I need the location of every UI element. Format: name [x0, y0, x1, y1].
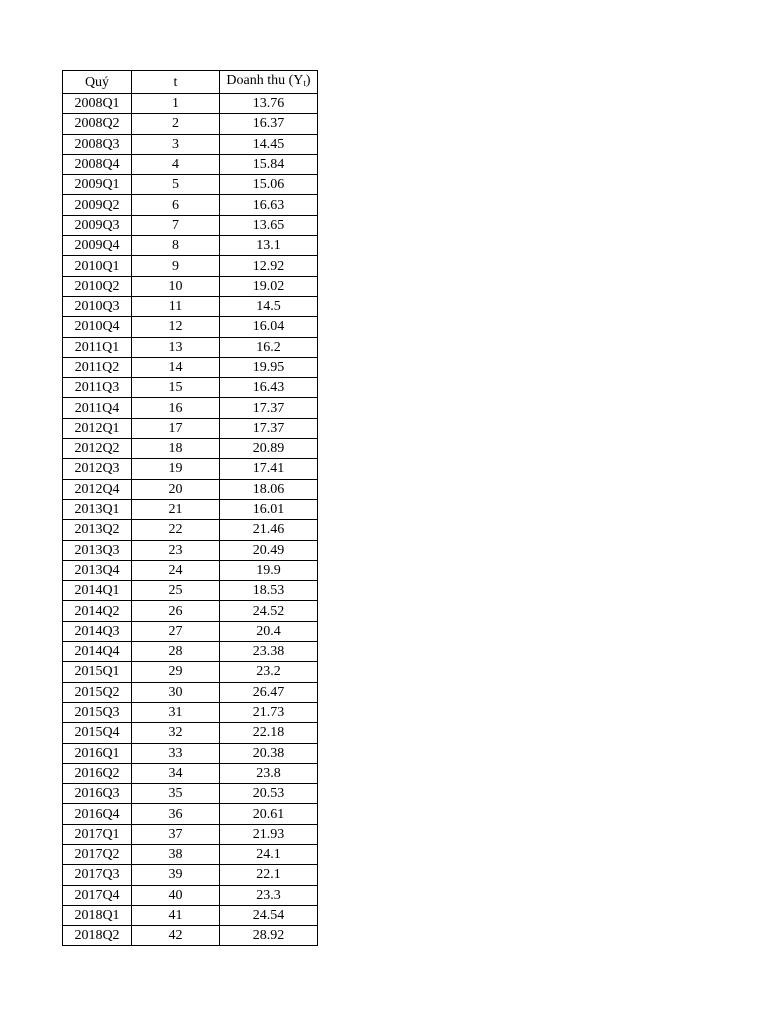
table-row [63, 601, 318, 621]
table-row [63, 642, 318, 662]
table-row [63, 398, 318, 418]
table-row [63, 520, 318, 540]
cell-revenue: 20.61 [220, 804, 318, 824]
cell-t: 12 [132, 317, 220, 337]
table-row [63, 459, 318, 479]
table-row [63, 195, 318, 215]
cell-t: 27 [132, 621, 220, 641]
cell-revenue: 17.37 [220, 418, 318, 438]
cell-revenue: 19.9 [220, 560, 318, 580]
cell-quarter: 2013Q2 [63, 520, 132, 540]
cell-quarter: 2015Q4 [63, 723, 132, 743]
table-row [63, 926, 318, 946]
table-row [63, 824, 318, 844]
cell-quarter: 2010Q3 [63, 296, 132, 316]
table-row [63, 540, 318, 560]
cell-quarter: 2008Q3 [63, 134, 132, 154]
cell-quarter: 2017Q4 [63, 885, 132, 905]
cell-quarter: 2013Q3 [63, 540, 132, 560]
cell-t: 23 [132, 540, 220, 560]
cell-t: 16 [132, 398, 220, 418]
cell-t: 9 [132, 256, 220, 276]
cell-revenue: 15.84 [220, 154, 318, 174]
cell-quarter: 2014Q3 [63, 621, 132, 641]
table-row [63, 337, 318, 357]
cell-revenue: 28.92 [220, 926, 318, 946]
header-revenue-subscript: t [303, 78, 306, 88]
cell-quarter: 2012Q1 [63, 418, 132, 438]
cell-t: 14 [132, 357, 220, 377]
cell-revenue: 23.38 [220, 642, 318, 662]
cell-revenue: 16.01 [220, 499, 318, 519]
cell-quarter: 2011Q2 [63, 357, 132, 377]
cell-quarter: 2011Q3 [63, 378, 132, 398]
cell-t: 28 [132, 642, 220, 662]
cell-revenue: 21.46 [220, 520, 318, 540]
table-row [63, 175, 318, 195]
cell-quarter: 2016Q3 [63, 784, 132, 804]
table-row [63, 560, 318, 580]
cell-quarter: 2015Q1 [63, 662, 132, 682]
cell-t: 29 [132, 662, 220, 682]
cell-t: 38 [132, 844, 220, 864]
table-row [63, 905, 318, 925]
cell-t: 19 [132, 459, 220, 479]
cell-quarter: 2009Q4 [63, 236, 132, 256]
table-row [63, 702, 318, 722]
cell-quarter: 2008Q2 [63, 114, 132, 134]
table-row [63, 682, 318, 702]
header-t: t [132, 71, 220, 94]
cell-revenue: 24.52 [220, 601, 318, 621]
cell-revenue: 22.1 [220, 865, 318, 885]
cell-t: 25 [132, 581, 220, 601]
table-row [63, 94, 318, 114]
cell-revenue: 21.73 [220, 702, 318, 722]
table-row [63, 418, 318, 438]
table-row [63, 743, 318, 763]
cell-revenue: 17.37 [220, 398, 318, 418]
cell-t: 33 [132, 743, 220, 763]
cell-t: 30 [132, 682, 220, 702]
cell-revenue: 21.93 [220, 824, 318, 844]
cell-t: 39 [132, 865, 220, 885]
cell-t: 40 [132, 885, 220, 905]
header-revenue-label: Doanh thu (Y [226, 73, 304, 88]
table-row [63, 763, 318, 783]
table-row [63, 499, 318, 519]
cell-t: 26 [132, 601, 220, 621]
table-row [63, 844, 318, 864]
cell-quarter: 2018Q2 [63, 926, 132, 946]
cell-revenue: 19.02 [220, 276, 318, 296]
cell-revenue: 23.8 [220, 763, 318, 783]
cell-revenue: 16.63 [220, 195, 318, 215]
cell-quarter: 2008Q4 [63, 154, 132, 174]
cell-quarter: 2014Q2 [63, 601, 132, 621]
table-row [63, 804, 318, 824]
cell-revenue: 23.2 [220, 662, 318, 682]
cell-quarter: 2009Q1 [63, 175, 132, 195]
table-body [63, 94, 318, 946]
cell-t: 22 [132, 520, 220, 540]
table-row [63, 134, 318, 154]
cell-revenue: 13.76 [220, 94, 318, 114]
cell-t: 15 [132, 378, 220, 398]
cell-t: 17 [132, 418, 220, 438]
cell-revenue: 13.65 [220, 215, 318, 235]
table-row [63, 621, 318, 641]
cell-t: 8 [132, 236, 220, 256]
cell-t: 42 [132, 926, 220, 946]
cell-t: 3 [132, 134, 220, 154]
table-row [63, 256, 318, 276]
cell-quarter: 2017Q3 [63, 865, 132, 885]
cell-t: 4 [132, 154, 220, 174]
cell-quarter: 2017Q2 [63, 844, 132, 864]
cell-t: 1 [132, 94, 220, 114]
cell-revenue: 26.47 [220, 682, 318, 702]
cell-quarter: 2012Q3 [63, 459, 132, 479]
cell-revenue: 17.41 [220, 459, 318, 479]
table-row [63, 662, 318, 682]
cell-t: 31 [132, 702, 220, 722]
cell-t: 5 [132, 175, 220, 195]
cell-revenue: 16.37 [220, 114, 318, 134]
cell-t: 34 [132, 763, 220, 783]
revenue-table [62, 70, 318, 946]
cell-t: 32 [132, 723, 220, 743]
header-revenue [220, 71, 318, 94]
cell-revenue: 15.06 [220, 175, 318, 195]
table-row [63, 885, 318, 905]
table-row [63, 378, 318, 398]
cell-t: 2 [132, 114, 220, 134]
cell-quarter: 2011Q4 [63, 398, 132, 418]
cell-t: 35 [132, 784, 220, 804]
cell-t: 13 [132, 337, 220, 357]
cell-quarter: 2015Q2 [63, 682, 132, 702]
table-row [63, 439, 318, 459]
cell-quarter: 2012Q4 [63, 479, 132, 499]
cell-revenue: 18.53 [220, 581, 318, 601]
cell-quarter: 2018Q1 [63, 905, 132, 925]
cell-t: 6 [132, 195, 220, 215]
cell-quarter: 2016Q2 [63, 763, 132, 783]
cell-revenue: 19.95 [220, 357, 318, 377]
cell-revenue: 20.53 [220, 784, 318, 804]
cell-quarter: 2015Q3 [63, 702, 132, 722]
cell-t: 37 [132, 824, 220, 844]
table-row [63, 296, 318, 316]
cell-quarter: 2014Q1 [63, 581, 132, 601]
header-quarter: Quý [63, 71, 132, 94]
cell-revenue: 14.5 [220, 296, 318, 316]
table-row [63, 479, 318, 499]
cell-revenue: 20.89 [220, 439, 318, 459]
cell-t: 20 [132, 479, 220, 499]
cell-quarter: 2017Q1 [63, 824, 132, 844]
table-row [63, 276, 318, 296]
table-row [63, 215, 318, 235]
cell-quarter: 2013Q4 [63, 560, 132, 580]
cell-revenue: 13.1 [220, 236, 318, 256]
table-row [63, 865, 318, 885]
header-row [63, 71, 318, 94]
cell-quarter: 2012Q2 [63, 439, 132, 459]
cell-t: 18 [132, 439, 220, 459]
table-row [63, 317, 318, 337]
cell-quarter: 2011Q1 [63, 337, 132, 357]
cell-revenue: 20.38 [220, 743, 318, 763]
table-row [63, 154, 318, 174]
cell-quarter: 2014Q4 [63, 642, 132, 662]
cell-t: 11 [132, 296, 220, 316]
cell-quarter: 2016Q1 [63, 743, 132, 763]
cell-revenue: 12.92 [220, 256, 318, 276]
table-row [63, 114, 318, 134]
table-row [63, 784, 318, 804]
cell-t: 10 [132, 276, 220, 296]
cell-quarter: 2013Q1 [63, 499, 132, 519]
cell-t: 21 [132, 499, 220, 519]
cell-revenue: 23.3 [220, 885, 318, 905]
table-row [63, 723, 318, 743]
cell-t: 41 [132, 905, 220, 925]
table-row [63, 236, 318, 256]
cell-quarter: 2009Q3 [63, 215, 132, 235]
cell-revenue: 24.1 [220, 844, 318, 864]
cell-quarter: 2010Q2 [63, 276, 132, 296]
cell-revenue: 20.4 [220, 621, 318, 641]
cell-quarter: 2009Q2 [63, 195, 132, 215]
cell-revenue: 14.45 [220, 134, 318, 154]
table-row [63, 357, 318, 377]
cell-revenue: 16.04 [220, 317, 318, 337]
cell-revenue: 24.54 [220, 905, 318, 925]
cell-t: 7 [132, 215, 220, 235]
cell-quarter: 2016Q4 [63, 804, 132, 824]
cell-t: 36 [132, 804, 220, 824]
cell-revenue: 18.06 [220, 479, 318, 499]
cell-quarter: 2008Q1 [63, 94, 132, 114]
table-row [63, 581, 318, 601]
cell-revenue: 16.2 [220, 337, 318, 357]
cell-quarter: 2010Q1 [63, 256, 132, 276]
cell-quarter: 2010Q4 [63, 317, 132, 337]
cell-revenue: 20.49 [220, 540, 318, 560]
header-revenue-close: ) [305, 73, 311, 88]
cell-revenue: 16.43 [220, 378, 318, 398]
cell-revenue: 22.18 [220, 723, 318, 743]
cell-t: 24 [132, 560, 220, 580]
